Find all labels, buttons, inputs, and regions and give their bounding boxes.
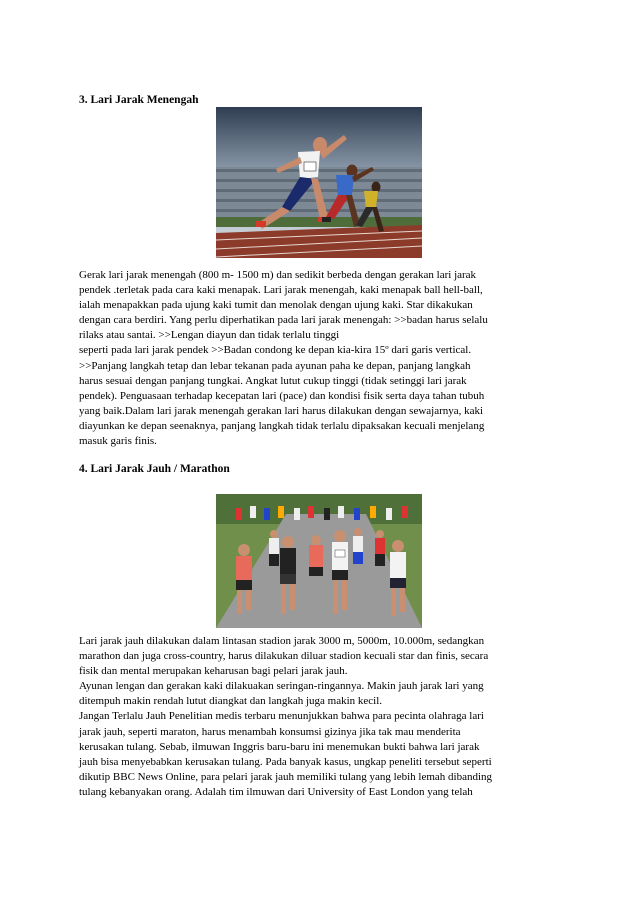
text-line: seperti pada lari jarak pendek >>Badan condong ke depan kia-kira 15º dari garis vertical. (79, 344, 472, 357)
text-line: tulang kebanyakan orang. Adalah tim ilmuwan dari University of East London yang telah (79, 785, 473, 798)
text-line: fisik dan mental merupakan keharusan bagi pelari jarak jauh. (79, 665, 348, 678)
text-line: jarak jauh, seperti maraton, harus menambah konsumsi gizinya jika tak mau menderita (79, 725, 461, 738)
text-line: dengan cara berdiri. Yang perlu diperhatikan pada lari jarak menengah: >>badan harus selalu (79, 314, 488, 327)
text-line: harus sesuai dengan panjang tungkai. Angkat lutut cukup tinggi (tidak setinggi lari jarak (79, 374, 467, 387)
marathon-runners-photo (216, 494, 422, 628)
text-line: kerusakan tulang. Sebab, ilmuwan Inggris baru-baru ini menemukan bukti bahwa lari jarak (79, 740, 480, 753)
text-line: diayunkan ke depan seenaknya, panjang langkah tidak terlalu dipaksakan kecuali menjelang (79, 419, 485, 432)
text-line: ditempuh makin rendah lutut diangkat dan langkah juga makin kecil. (79, 695, 383, 708)
text-line: marathon dan juga cross-country, harus dilakukan diluar stadion kecuali star dan finis, secara (79, 650, 489, 663)
text-line: jauh bisa menyebabkan kerusakan tulang. Pada banyak kasus, ungkap peneliti tersebut seperti (79, 755, 492, 768)
text-line: dikutip BBC News Online, para pelari jarak jauh memiliki tulang yang lebih lemah dibanding (79, 770, 493, 783)
section-4-heading: 4. Lari Jarak Jauh / Marathon (79, 463, 230, 475)
section-4-paragraph (79, 634, 569, 800)
text-line: rilaks atau santai. >>Lengan diayun dan tidak terlalu tinggi (79, 329, 340, 342)
text-line: pendek). Penguasaan terhadap kecepatan lari (pace) dan kondisi fisik serta daya tahan tubuh (79, 389, 485, 402)
text-line: Ayunan lengan dan gerakan kaki dilakuakan seringan-ringannya. Makin jauh jarak lari yang (79, 680, 484, 693)
text-line: Jangan Terlalu Jauh Penelitian medis terbaru menunjukkan bahwa para pecinta olahraga lari (79, 710, 484, 723)
text-line: Gerak lari jarak menengah (800 m- 1500 m) dan sedikit berbeda dengan gerakan lari jarak (79, 269, 477, 281)
section-3-paragraph (79, 268, 569, 449)
sprinters-photo (216, 107, 422, 258)
section-3-heading: 3. Lari Jarak Menengah (79, 94, 199, 106)
text-line: yang baik.Dalam lari jarak menengah gerakan lari harus dilakukan dengan sewajarnya, kaki (79, 404, 484, 417)
text-line: Lari jarak jauh dilakukan dalam lintasan stadion jarak 3000 m, 5000m, 10.000m, sedangkan (79, 635, 485, 647)
text-line: masuk garis finis. (79, 435, 157, 448)
text-line: pendek .terletak pada cara kaki menapak. Lari jarak menengah, kaki menapak ball hell-ball, (79, 284, 483, 297)
text-line: ialah menapakkan pada ujung kaki tumit dan menolak dengan ujung kaki. Star dikakukan (79, 299, 473, 312)
text-line: >>Panjang langkah tetap dan lebar tekanan pada ayunan paha ke depan, panjang langkah (79, 359, 471, 372)
